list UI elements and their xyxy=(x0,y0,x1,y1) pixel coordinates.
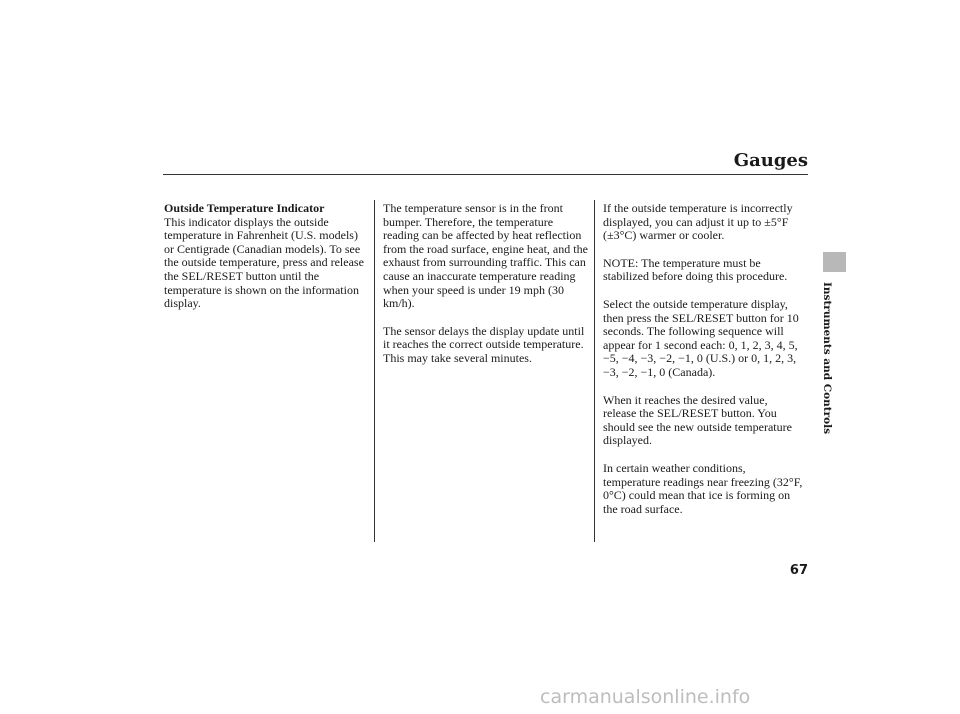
paragraph-text: This indicator displays the outside temperature in Fahrenheit (U.S. models) or Centigrade (Canadian models). To see the outside temperature, press and release the SEL/RESET button until the temperature is shown on the information display. xyxy=(164,214,364,311)
paragraph xyxy=(164,202,364,311)
paragraph: In certain weather conditions, temperature readings near freezing (32°F, 0°C) could mean that ice is forming on the road surface. xyxy=(603,460,803,516)
section-side-label: Instruments and Controls xyxy=(821,282,833,435)
section-heading: Outside Temperature Indicator xyxy=(164,201,325,215)
paragraph: NOTE: The temperature must be stabilized before doing this procedure. xyxy=(603,255,788,284)
header-divider xyxy=(163,174,808,175)
paragraph: The sensor delays the display update until it reaches the correct outside temperature. This may take several minutes. xyxy=(383,323,585,365)
paragraph: If the outside temperature is incorrectly displayed, you can adjust it up to ±5°F (±3°C) warmer or cooler. xyxy=(603,201,793,243)
column-divider-2 xyxy=(594,200,595,542)
paragraph: When it reaches the desired value, release the SEL/RESET button. You should see the new outside temperature displayed. xyxy=(603,392,792,448)
paragraph: Select the outside temperature display, then press the SEL/RESET button for 10 seconds. The following sequence will appear for 1 second each: 0, 1, 2, 3, 4, 5, −5, −4, −3, −2, −1, 0 (U.S.) or 0, 1, 2, 3, −3, −2, −1, 0 (Canada). xyxy=(603,296,799,379)
paragraph: The temperature sensor is in the front bumper. Therefore, the temperature reading can be affected by heat reflection from the road surface, engine heat, and the exhaust from surrounding traffic. This can cause an inaccurate temperature reading when your speed is under 19 mph (30 km/h). xyxy=(383,201,588,311)
text-column-3 xyxy=(603,202,803,530)
page-number: 67 xyxy=(789,563,808,578)
text-column-2 xyxy=(383,202,588,380)
column-divider-1 xyxy=(374,200,375,542)
section-tab-marker xyxy=(823,252,846,272)
text-column-1 xyxy=(164,202,364,325)
watermark: carmanualsonline.info xyxy=(540,686,751,708)
page-title: Gauges xyxy=(733,150,808,171)
